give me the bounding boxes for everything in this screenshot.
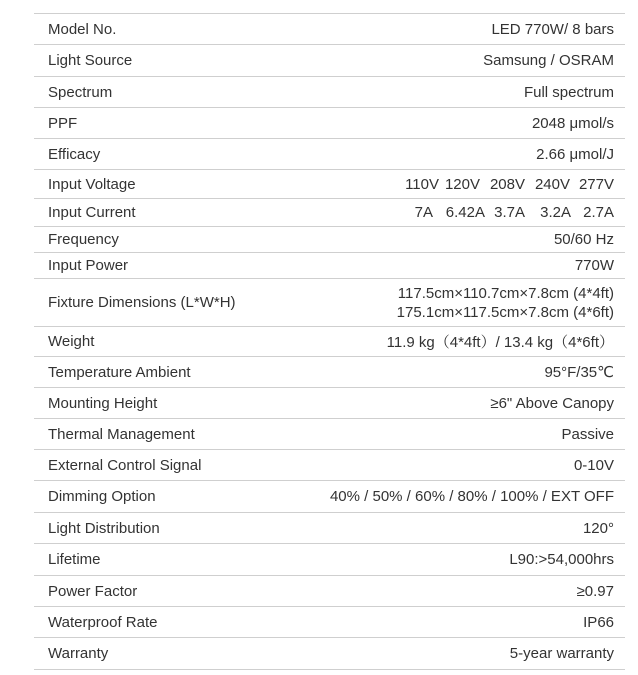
spec-row-weight (34, 327, 625, 357)
spec-label: Waterproof Rate (48, 613, 158, 631)
spec-row-spectrum (34, 77, 625, 108)
voltage-value: 240V (534, 175, 570, 193)
spec-row-mounting-height (34, 388, 625, 419)
current-value: 3.2A (540, 204, 571, 221)
spec-value: 5-year warranty (509, 645, 614, 662)
spec-value: 120° (582, 519, 614, 537)
current-value: 7A (414, 204, 433, 221)
spec-label: Light Distribution (48, 519, 160, 537)
spec-row-temperature-ambient (34, 357, 625, 388)
spec-row-frequency (34, 227, 625, 253)
spec-label: Fixture Dimensions (L*W*H) (48, 294, 236, 311)
spec-label: Input Voltage (48, 175, 136, 193)
spec-label: Weight (48, 333, 95, 350)
spec-row-input-voltage (34, 170, 625, 199)
spec-value: 2.66 μmol/J (536, 145, 614, 163)
spec-row-warranty (34, 638, 625, 670)
spec-value (397, 284, 614, 322)
spec-value: Samsung / OSRAM (483, 52, 614, 69)
current-value: 3.7A (494, 204, 525, 221)
spec-value: ≥0.97 (576, 582, 614, 600)
spec-value: 40% / 50% / 60% / 80% / 100% / EXT OFF (329, 488, 614, 505)
spec-row-input-power (34, 253, 625, 279)
spec-label: Mounting Height (48, 394, 158, 412)
spec-label: Temperature Ambient (48, 363, 191, 381)
current-value: 6.42A (445, 204, 485, 221)
spec-row-waterproof-rate (34, 607, 625, 638)
spec-value: 2048 μmol/s (531, 114, 614, 132)
spec-label: Light Source (48, 52, 133, 69)
spec-row-power-factor (34, 576, 625, 607)
spec-value: 95°F/35℃ (544, 364, 614, 381)
spec-row-dimming-option (34, 481, 625, 513)
spec-value: 0-10V (573, 456, 614, 474)
spec-label: Efficacy (48, 145, 101, 163)
voltage-value: 110V (405, 175, 439, 193)
voltage-value: 208V (489, 175, 525, 193)
dimension-line: 117.5cm×110.7cm×7.8cm (4*4ft) (397, 284, 614, 302)
spec-row-fixture-dimensions (34, 279, 625, 327)
spec-row-light-source (34, 45, 625, 77)
spec-value: LED 770W/ 8 bars (491, 20, 614, 38)
spec-value: L90:>54,000hrs (509, 551, 614, 568)
spec-label: Dimming Option (48, 488, 156, 505)
spec-value: ≥6" Above Canopy (490, 394, 614, 412)
spec-row-light-distribution (34, 513, 625, 544)
spec-row-lifetime (34, 544, 625, 576)
spec-value: IP66 (583, 613, 614, 631)
spec-label: Model No. (48, 20, 117, 38)
spec-label: Input Current (48, 204, 136, 221)
spec-value: 770W (574, 257, 614, 274)
spec-row-input-current (34, 199, 625, 227)
spec-value: 11.9 kg（4*4ft）/ 13.4 kg（4*6ft） (386, 334, 614, 351)
current-value: 2.7A (583, 204, 614, 221)
spec-row-model-no (34, 14, 625, 45)
spec-label: Thermal Management (48, 425, 195, 443)
spec-label: PPF (48, 114, 78, 132)
spec-row-efficacy (34, 139, 625, 170)
spec-label: Frequency (48, 231, 119, 248)
spec-label: External Control Signal (48, 456, 202, 474)
spec-row-external-control-signal (34, 450, 625, 481)
spec-value (393, 176, 614, 193)
spec-value: Passive (561, 425, 614, 443)
spec-label: Warranty (48, 645, 109, 662)
spec-label: Power Factor (48, 582, 138, 600)
spec-row-ppf (34, 108, 625, 139)
voltage-value: 277V (578, 175, 614, 193)
spec-label: Spectrum (48, 83, 113, 101)
spec-value: 50/60 Hz (553, 231, 614, 248)
spec-value (409, 204, 614, 221)
spec-row-thermal-management (34, 419, 625, 450)
voltage-value: 120V (444, 175, 480, 193)
spec-table (34, 13, 625, 670)
spec-label: Lifetime (48, 551, 101, 568)
spec-value: Full spectrum (523, 83, 614, 101)
dimension-line: 175.1cm×117.5cm×7.8cm (4*6ft) (396, 303, 614, 321)
spec-label: Input Power (48, 257, 129, 274)
